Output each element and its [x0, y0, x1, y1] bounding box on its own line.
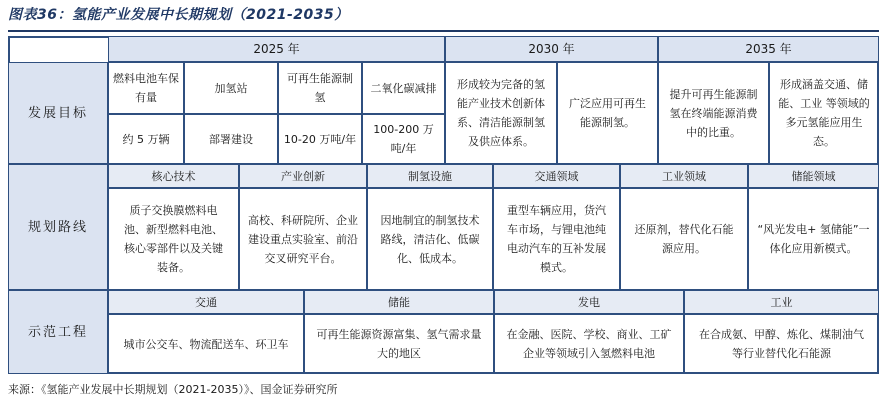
goal-station-label: 加氢站 [184, 62, 278, 114]
roadmap-header-core-tech: 核心技术 [108, 164, 239, 188]
demo-power: 在金融、医院、学校、商业、工矿企业等领域引入氢燃料电池 [494, 314, 684, 374]
year-header-2025: 2025 年 [108, 36, 445, 62]
demo-storage: 可再生能源资源富集、氢气需求量大的地区 [304, 314, 494, 374]
roadmap-hydrogen-production: 因地制宜的制氢技术路线，清洁化、低碳化、低成本。 [367, 188, 493, 290]
roadmap-header-hydrogen-production: 制氢设施 [367, 164, 493, 188]
roadmap-header-transport: 交通领域 [493, 164, 620, 188]
demo-header-storage: 储能 [304, 290, 494, 314]
goal-2030-renewable: 广泛应用可再生能源制氢。 [557, 62, 658, 164]
demo-header-industry: 工业 [684, 290, 879, 314]
goal-renewable-value: 10-20 万吨/年 [278, 114, 362, 164]
row-label-goals: 发展目标 [8, 62, 108, 164]
goal-co2-label: 二氧化碳减排 [362, 62, 445, 114]
figure-title: 图表36：氢能产业发展中长期规划（2021-2035） [8, 7, 349, 23]
goal-2035-ecosystem: 形成涵盖交通、储能、工业 等领域的多元氢能应用生态。 [769, 62, 879, 164]
goal-station-value: 部署建设 [184, 114, 278, 164]
year-header-2030: 2030 年 [445, 36, 658, 62]
demo-header-transport: 交通 [108, 290, 304, 314]
roadmap-core-tech: 质子交换膜燃料电池、新型燃料电池、核心零部件以及关键装备。 [108, 188, 239, 290]
goal-2035-share: 提升可再生能源制氢在终端能源消费中的比重。 [658, 62, 769, 164]
demo-header-power: 发电 [494, 290, 684, 314]
goal-fuel-cell-value: 约 5 万辆 [108, 114, 184, 164]
goal-2030-system: 形成较为完备的氢能产业技术创新体系、清洁能源制氢及供应体系。 [445, 62, 557, 164]
row-label-demo: 示范工程 [8, 290, 108, 374]
goal-co2-value: 100-200 万吨/年 [362, 114, 445, 164]
year-header-2035: 2035 年 [658, 36, 879, 62]
roadmap-transport: 重型车辆应用，货汽车市场，与锂电池纯电动汽车的互补发展模式。 [493, 188, 620, 290]
source-note: 来源：《氢能产业发展中长期规划（2021-2035）》、国金证券研究所 [8, 383, 338, 396]
roadmap-header-industry: 工业领域 [620, 164, 748, 188]
roadmap-storage: “风光发电+ 氢储能”一体化应用新模式。 [748, 188, 879, 290]
roadmap-innovation: 高校、科研院所、企业建设重点实验室、前沿交叉研究平台。 [239, 188, 367, 290]
goal-renewable-label: 可再生能源制氢 [278, 62, 362, 114]
row-label-roadmap: 规划路线 [8, 164, 108, 290]
roadmap-industry: 还原剂，替代化石能源应用。 [620, 188, 748, 290]
roadmap-header-innovation: 产业创新 [239, 164, 367, 188]
goal-fuel-cell-label: 燃料电池车保有量 [108, 62, 184, 114]
roadmap-header-storage: 储能领域 [748, 164, 879, 188]
demo-transport: 城市公交车、物流配送车、环卫车 [108, 314, 304, 374]
demo-industry: 在合成氨、甲醇、炼化、煤制油气等行业替代化石能源 [684, 314, 879, 374]
